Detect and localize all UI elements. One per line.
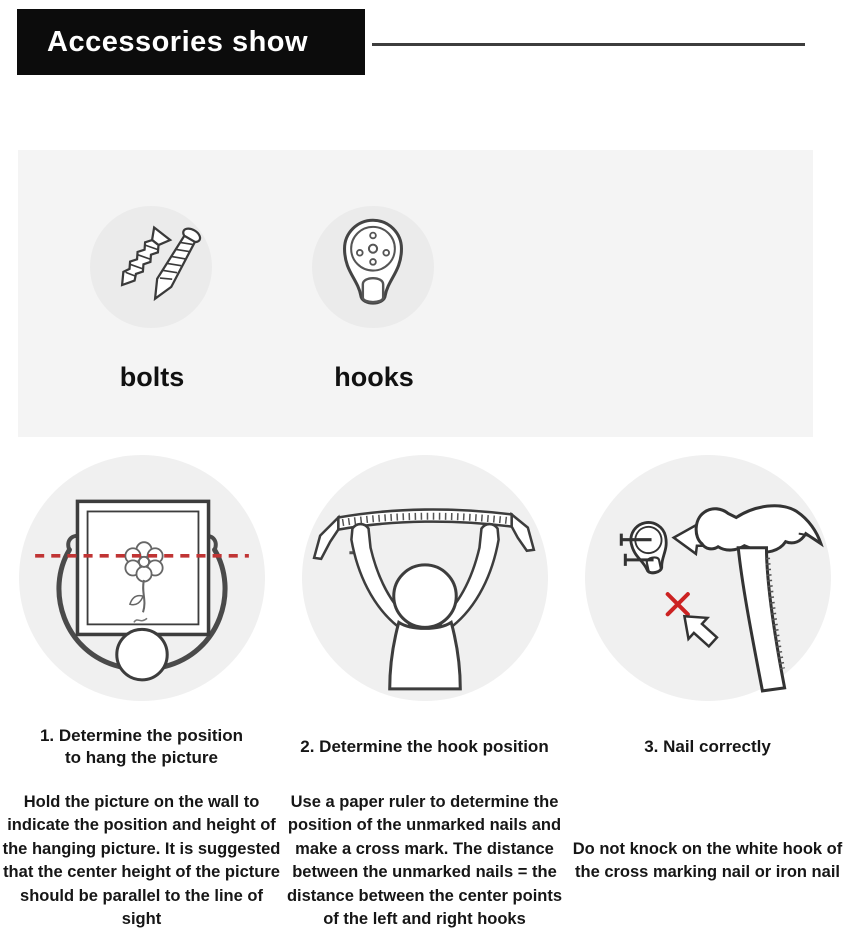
page-title: Accessories show xyxy=(47,25,309,58)
step2-description: Use a paper ruler to determine the position of the unmarked nails and make a cross mark. The distance between the unmarked nails = the distance between the center points of the left and right hooks xyxy=(286,793,563,929)
steps-illustrations-row xyxy=(0,455,849,701)
screw-anchor-icon xyxy=(90,206,212,328)
step1-caption: 1. Determine the position to hang the picture xyxy=(39,726,244,767)
bolts-image-circle xyxy=(90,206,212,328)
step2-caption: 2. Determine the hook position xyxy=(300,737,549,757)
step2-paper-ruler-illustration xyxy=(302,455,548,701)
bolts-label: bolts xyxy=(119,362,185,392)
hooks-image-circle xyxy=(312,206,434,328)
step1-hold-picture-illustration xyxy=(19,455,265,701)
hooks-label: hooks xyxy=(334,362,414,392)
accessories-panel xyxy=(18,150,813,437)
accessory-item-hooks xyxy=(312,206,436,437)
steps-captions-row xyxy=(0,721,849,773)
step3-description: Do not knock on the white hook of the cross marking nail or iron nail xyxy=(572,839,843,882)
step3-hammer-hook-illustration xyxy=(585,455,831,701)
step3-caption: 3. Nail correctly xyxy=(644,737,771,757)
step1-description: Hold the picture on the wall to indicate the position and height of the hanging picture. It is suggested that the center height of the picture should be parallel to the line of sight xyxy=(2,793,281,929)
section-header xyxy=(17,0,849,75)
section-title-banner xyxy=(17,9,365,75)
wall-hook-icon xyxy=(312,206,434,328)
accessory-item-bolts xyxy=(90,206,214,437)
header-rule xyxy=(372,43,805,46)
steps-descriptions-row xyxy=(0,791,849,932)
